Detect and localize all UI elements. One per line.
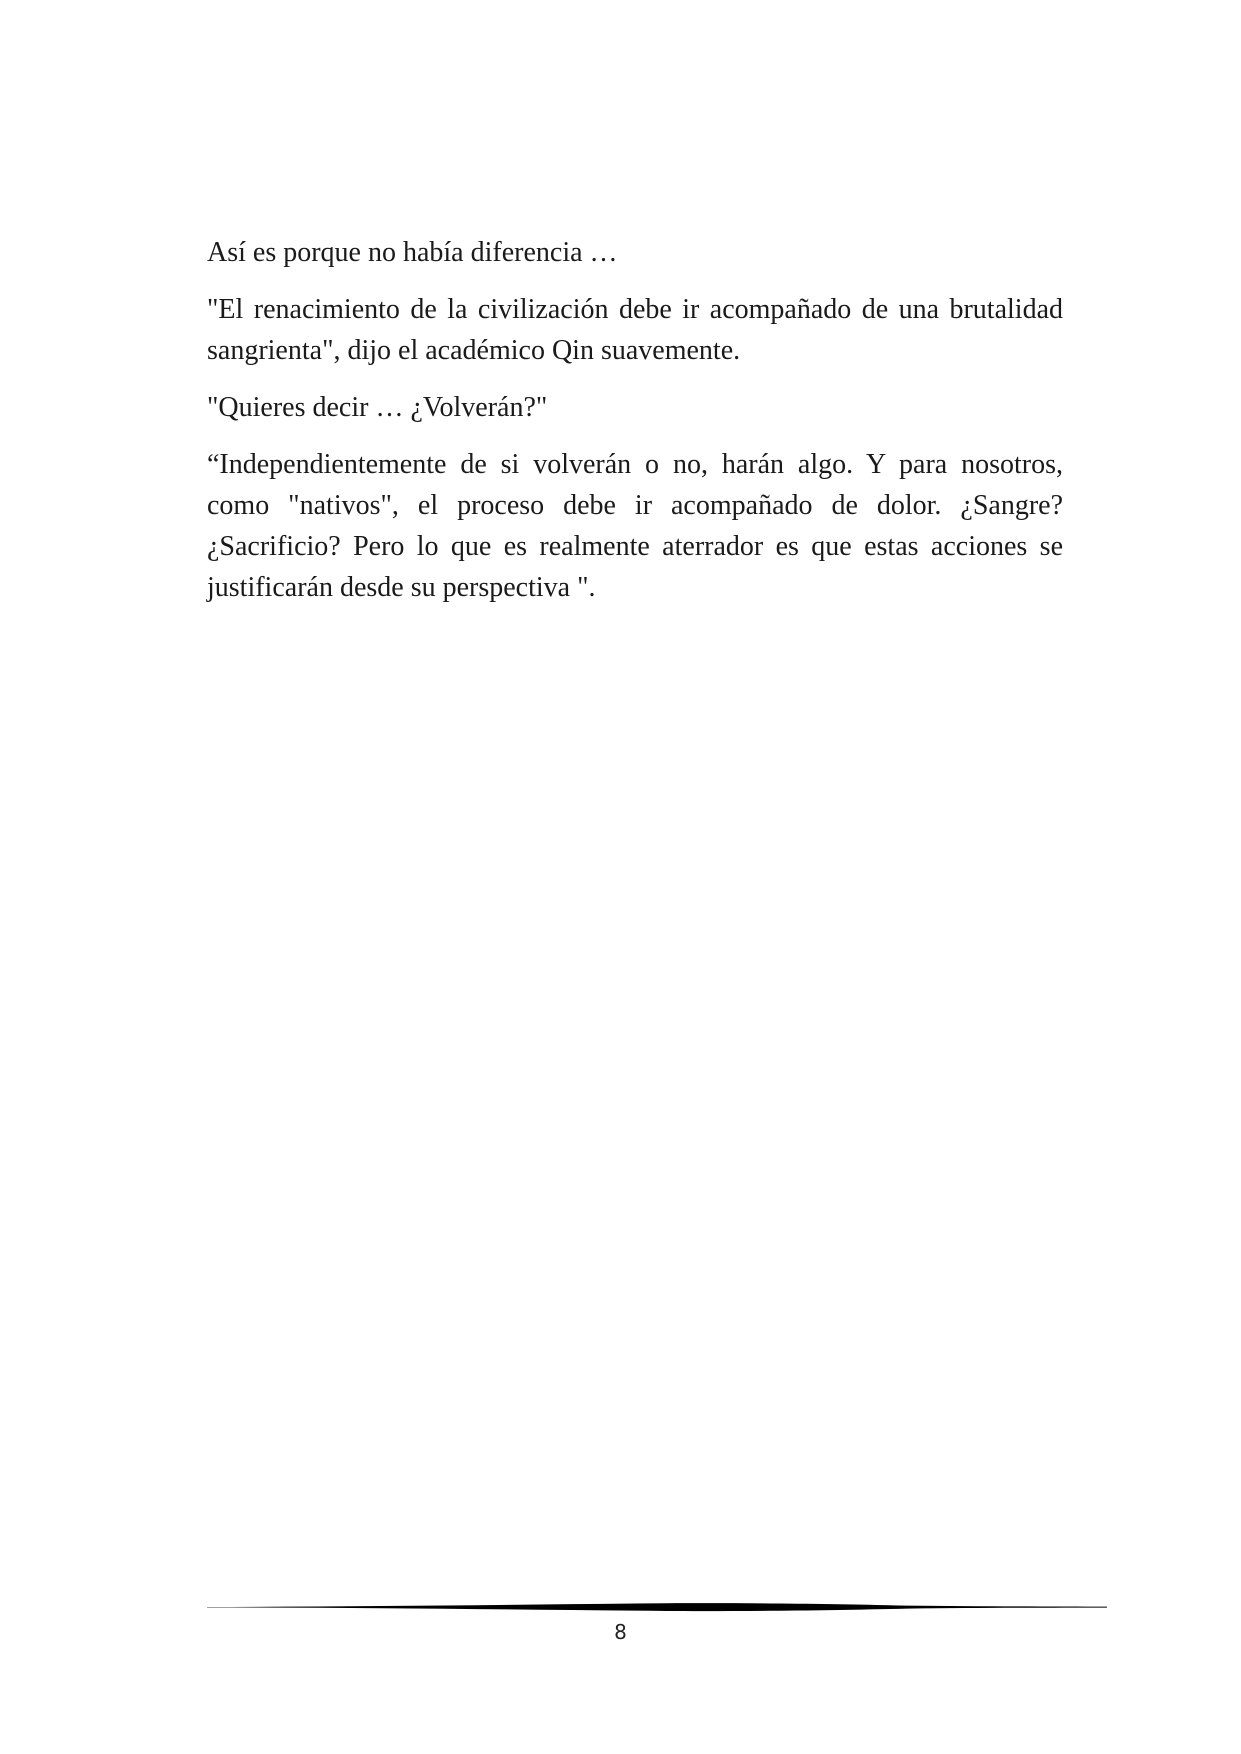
paragraph-2: "El renacimiento de la civilización debe ir acompañado de una brutalidad sangrienta", dijo el académico Qin suavemente. <box>207 294 1063 366</box>
paragraph-4: “Independientemente de si volverán o no, harán algo. Y para nosotros, como "nativos", el proceso debe ir acompañado de dolor. ¿Sangre? ¿Sacrificio? Pero lo que es realmente aterrador es que estas acciones se justificarán desde su perspectiva ". <box>207 449 1063 603</box>
page-number: 8 <box>614 1620 627 1644</box>
paragraph-3: "Quieres decir … ¿Volverán?" <box>207 392 548 423</box>
paragraph-1: Así es porque no había diferencia … <box>207 237 618 268</box>
body-text <box>207 232 1063 624</box>
footer-divider <box>207 1600 1107 1614</box>
